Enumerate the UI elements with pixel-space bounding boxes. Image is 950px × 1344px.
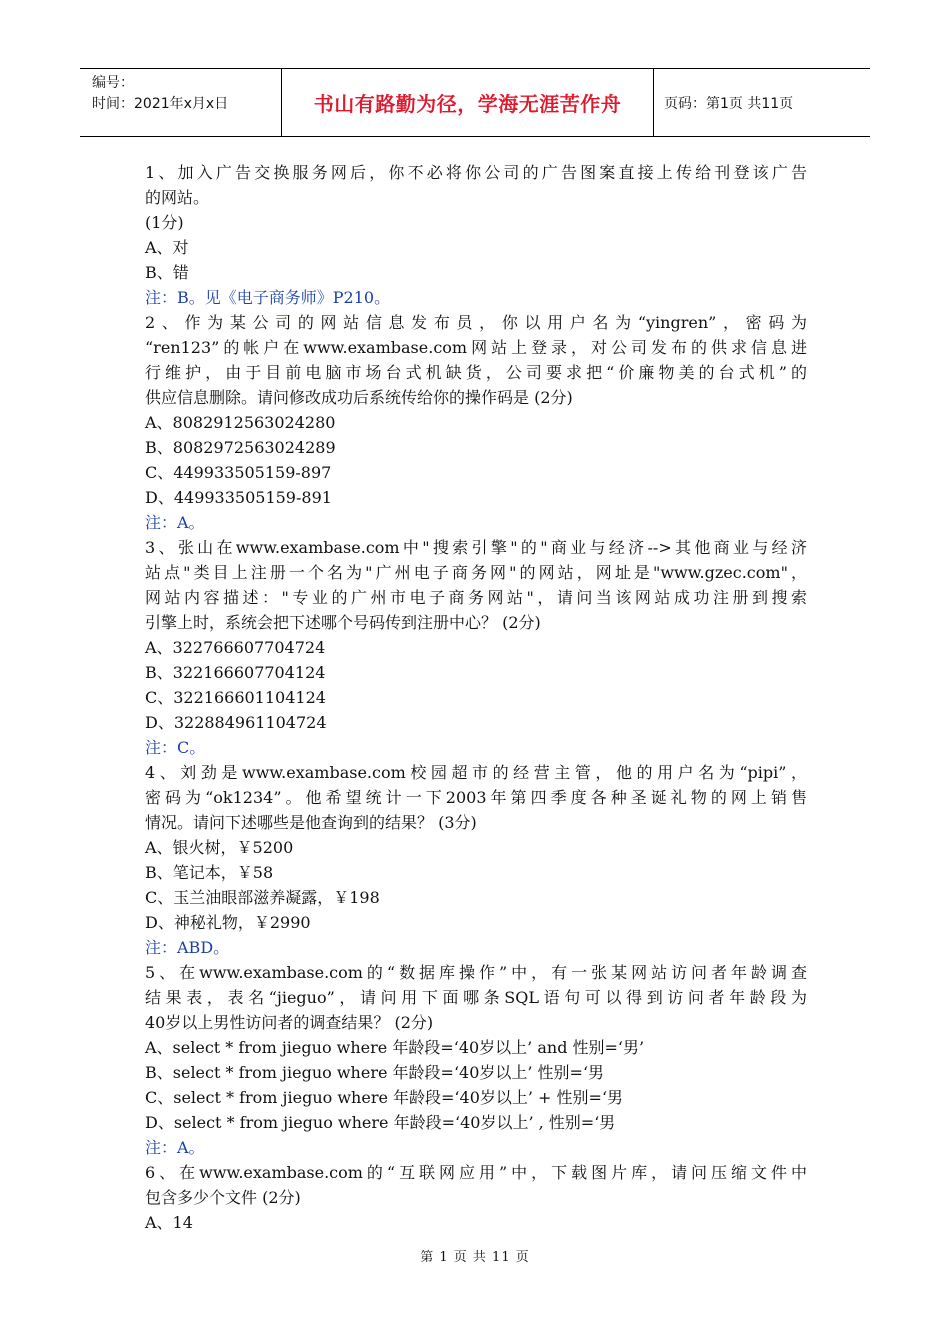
answer-option: B、select * from jieguo where 年龄段=‘40岁以上’ 性别=‘男 (145, 1063, 605, 1082)
answer-option: D、select * from jieguo where 年龄段=‘40岁以上’ , 性别=‘男 (145, 1113, 616, 1132)
question-text: 网站内容描述："专业的广州市电子商务网站"，请问当该网站成功注册到搜索 (145, 588, 807, 607)
question-text: 包含多少个文件 (2分) (145, 1188, 301, 1207)
question-text: 密码为“ok1234”。他希望统计一下2003年第四季度各种圣诞礼物的网上销售 (145, 788, 807, 807)
question-text: 3、张山在www.exambase.com中"搜索引擎"的"商业与经济-->其他商业与经济 (145, 538, 807, 557)
question-text: 引擎上时，系统会把下述哪个号码传到注册中心？ (2分) (145, 613, 541, 632)
question-list (145, 160, 807, 1235)
question-text: 供应信息删除。请问修改成功后系统传给你的操作码是 (2分) (145, 388, 573, 407)
header-info-cell (80, 69, 282, 136)
answer-option: A、银火树，￥5200 (145, 838, 294, 857)
answer-note: 注：A。 (145, 513, 205, 532)
question-text: (1分) (145, 213, 184, 232)
question-text: 2、作为某公司的网站信息发布员，你以用户名为“yingren”，密码为 (145, 313, 807, 332)
document-date-label: 时间：2021年x月x日 (92, 96, 229, 112)
answer-option: A、322766607704724 (145, 638, 326, 657)
question-text: 结果表，表名“jieguo”，请问用下面哪条SQL语句可以得到访问者年龄段为 (145, 988, 807, 1007)
answer-note: 注：C。 (145, 738, 206, 757)
header-page-cell (654, 69, 870, 136)
question-text: 40岁以上男性访问者的调查结果？ (2分) (145, 1013, 434, 1032)
answer-option: B、322166607704124 (145, 663, 326, 682)
question-text: 4、刘劲是www.exambase.com校园超市的经营主管，他的用户名为“pipi”， (145, 763, 807, 782)
document-number-label: 编号： (92, 75, 134, 91)
answer-option: D、322884961104724 (145, 713, 327, 732)
question-text: 行维护，由于目前电脑市场台式机缺货，公司要求把“价廉物美的台式机”的 (145, 363, 807, 382)
answer-option: D、神秘礼物，￥2990 (145, 913, 311, 932)
document-header (80, 68, 870, 137)
question-text: 的网站。 (145, 188, 210, 207)
answer-option: A、8082912563024280 (145, 413, 336, 432)
answer-option: B、错 (145, 263, 189, 282)
answer-option: C、select * from jieguo where 年龄段=‘40岁以上’ + 性别=‘男 (145, 1088, 624, 1107)
answer-option: A、select * from jieguo where 年龄段=‘40岁以上’ and 性别=‘男’ (145, 1038, 645, 1057)
question-text: “ren123”的帐户在www.exambase.com网站上登录，对公司发布的供求信息进 (145, 338, 807, 357)
header-page-number: 页码：第1页 共11页 (664, 95, 794, 112)
answer-note: 注：B。见《电子商务师》P210。 (145, 288, 391, 307)
answer-option: B、8082972563024289 (145, 438, 336, 457)
answer-option: C、玉兰油眼部滋养凝露，￥198 (145, 888, 380, 907)
answer-option: C、322166601104124 (145, 688, 326, 707)
question-text: 1、加入广告交换服务网后，你不必将你公司的广告图案直接上传给刊登该广告 (145, 163, 807, 182)
answer-note: 注：ABD。 (145, 938, 230, 957)
page-footer: 第 1 页 共 11 页 (420, 1250, 530, 1265)
question-text: 5、在www.exambase.com的“数据库操作”中，有一张某网站访问者年龄调查 (145, 963, 807, 982)
answer-option: A、14 (145, 1213, 193, 1232)
answer-note: 注：A。 (145, 1138, 205, 1157)
answer-option: D、449933505159-891 (145, 488, 332, 507)
answer-option: A、对 (145, 238, 189, 257)
question-text: 站点"类目上注册一个名为"广州电子商务网"的网站，网址是"www.gzec.com"， (145, 563, 807, 582)
answer-option: B、笔记本，￥58 (145, 863, 274, 882)
question-text: 情况。请问下述哪些是他查询到的结果？ (3分) (145, 813, 477, 832)
question-text: 6、在www.exambase.com的“互联网应用”中，下载图片库，请问压缩文件中 (145, 1163, 807, 1182)
answer-option: C、449933505159-897 (145, 463, 332, 482)
header-motto-cell (282, 69, 654, 136)
header-motto: 书山有路勤为径，学海无涯苦作舟 (313, 92, 622, 116)
